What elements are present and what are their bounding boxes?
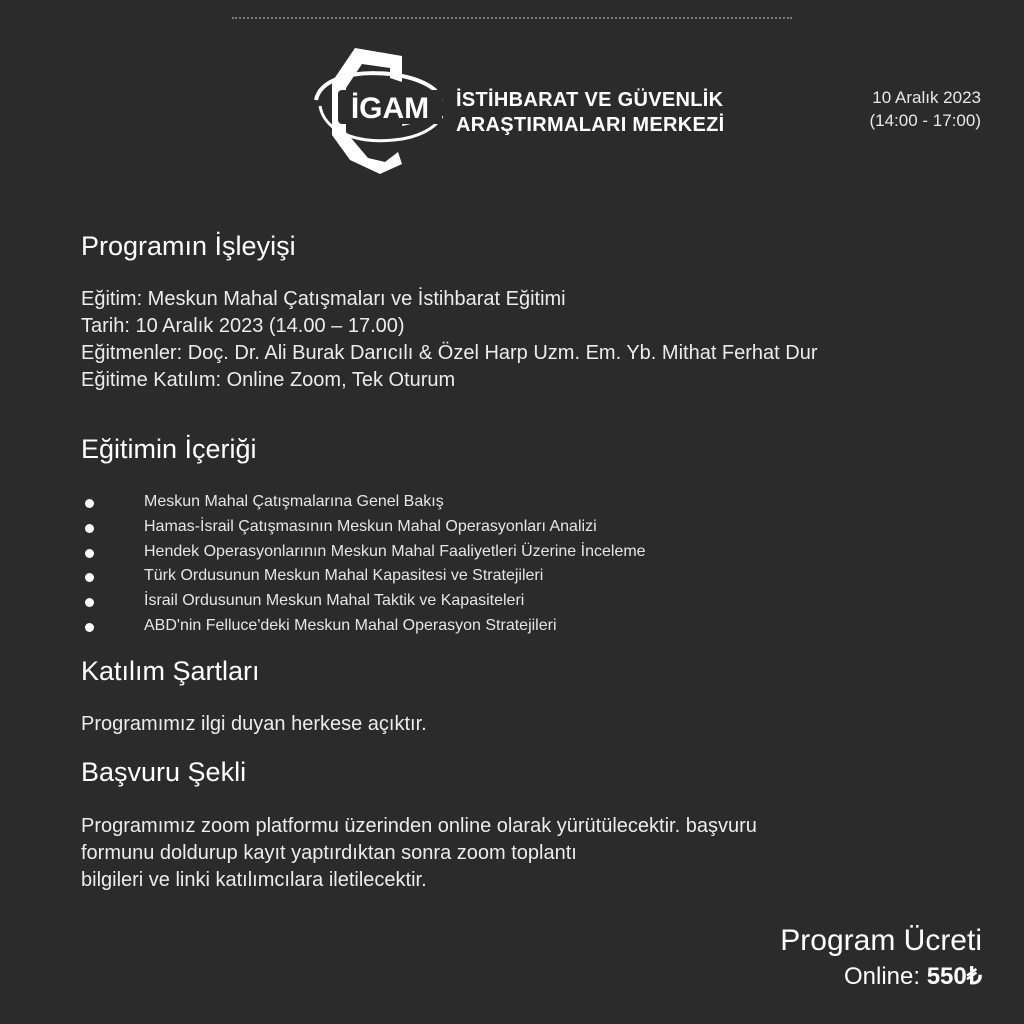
participation-heading: Katılım Şartları	[81, 656, 260, 686]
list-item-text: ABD'nin Felluce'deki Meskun Mahal Operasyon Stratejileri	[144, 616, 557, 634]
logo-text: İGAM	[350, 92, 430, 125]
application-line-2: formunu doldurup kayıt yaptırdıktan sonra zoom toplantı	[81, 842, 577, 864]
list-item-text: İsrail Ordusunun Meskun Mahal Taktik ve Kapasiteleri	[144, 592, 525, 610]
participation-text: Programımız ilgi duyan herkese açıktır.	[81, 713, 427, 735]
program-line-training: Eğitim: Meskun Mahal Çatışmaları ve İstihbarat Eğitimi	[81, 288, 566, 310]
bullet-icon	[85, 524, 94, 533]
event-date: 10 Aralık 2023	[872, 88, 981, 107]
bullet-icon	[85, 549, 94, 558]
event-time: (14:00 - 17:00)	[869, 111, 981, 130]
org-name-line-2: ARAŞTIRMALARI MERKEZİ	[456, 114, 725, 136]
program-details	[81, 286, 818, 394]
fee-amount: 550₺	[926, 963, 982, 990]
list-item	[80, 564, 646, 589]
program-line-participation: Eğitime Katılım: Online Zoom, Tek Oturum	[81, 369, 456, 391]
application-line-3: bilgileri ve linki katılımcılara iletilecektir.	[81, 869, 427, 891]
content-heading: Eğitimin İçeriği	[81, 434, 257, 464]
fee-line	[780, 960, 982, 994]
list-item	[80, 614, 646, 639]
list-item	[80, 540, 646, 565]
application-line-1: Programımız zoom platformu üzerinden online olarak yürütülecektir. başvuru	[81, 815, 757, 837]
bullet-icon	[85, 573, 94, 582]
list-item-text: Hamas-İsrail Çatışmasının Meskun Mahal Operasyonları Analizi	[144, 517, 597, 535]
bullet-icon	[85, 598, 94, 607]
list-item	[80, 490, 646, 515]
application-heading: Başvuru Şekli	[81, 757, 247, 787]
bullet-icon	[85, 623, 94, 632]
fee-title: Program Ücreti	[780, 924, 982, 957]
application-text	[81, 813, 757, 894]
bullet-icon	[85, 499, 94, 508]
list-item	[80, 515, 646, 540]
program-fee	[780, 922, 982, 994]
top-dotted-divider	[232, 17, 792, 19]
org-name-line-1: İSTİHBARAT VE GÜVENLİK	[456, 89, 724, 111]
list-item-text: Hendek Operasyonlarının Meskun Mahal Faaliyetleri Üzerine İnceleme	[144, 542, 646, 560]
program-heading: Programın İşleyişi	[81, 231, 296, 261]
program-line-instructors: Eğitmenler: Doç. Dr. Ali Burak Darıcılı & Özel Harp Uzm. Em. Yb. Mithat Ferhat Dur	[81, 342, 818, 364]
igam-emblem-icon	[310, 40, 450, 175]
list-item-text: Meskun Mahal Çatışmalarına Genel Bakış	[144, 493, 444, 510]
igam-logo	[310, 40, 450, 175]
list-item	[80, 589, 646, 614]
event-date-block	[869, 86, 981, 132]
fee-label: Online:	[843, 963, 921, 990]
list-item-text: Türk Ordusunun Meskun Mahal Kapasitesi ve Stratejileri	[144, 567, 544, 585]
content-list	[80, 490, 646, 639]
program-line-date: Tarih: 10 Aralık 2023 (14.00 – 17.00)	[81, 315, 405, 337]
organization-name	[456, 88, 725, 138]
